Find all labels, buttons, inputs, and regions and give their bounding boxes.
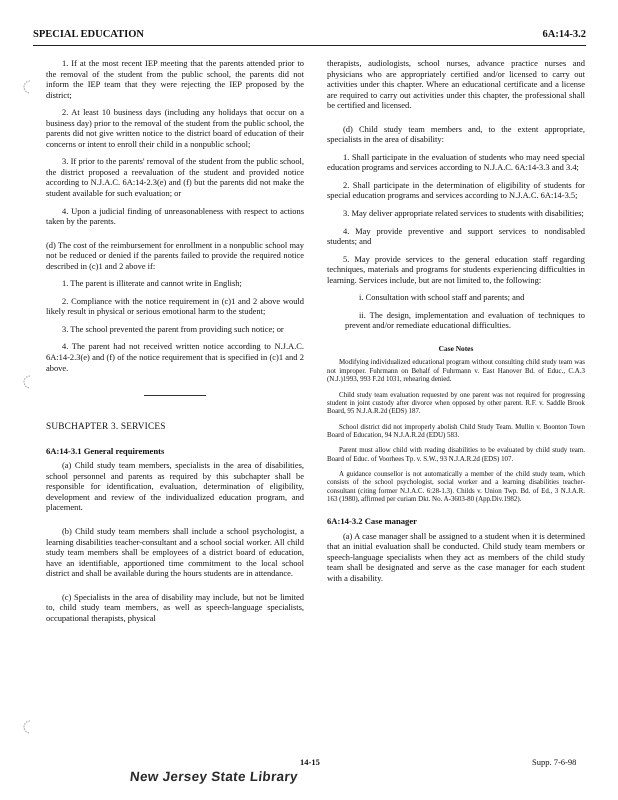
paragraph-d1: 1. The parent is illiterate and cannot write in English;: [62, 278, 242, 289]
paragraph-c4: 4. Upon a judicial finding of unreasonableness with respect to actions taken by the parents.: [46, 205, 304, 227]
case-note: A guidance counsellor is not automatically a member of the child study team, which consists of the school psychologist, social worker and a learning disabilities teacher-consultant (citing former N.J.A.C. 6:28-1.3). Childs v. Union Twp. Bd. of Ed., 3 N.J.A.R. 163 (1980), affirmed per curiam Dkt. No. A-3603-80 (App.Div.1982).: [327, 469, 585, 503]
paragraph-d5-ii: ii. The design, implementation and evaluation of techniques to prevent and/or remediate educational difficulties.: [345, 309, 585, 331]
header-rule: [33, 45, 586, 46]
right-column: [327, 58, 585, 584]
case-notes-heading: Case Notes: [438, 343, 474, 353]
paragraph-c2: 2. At least 10 business days (including any holidays that occur on a business day) prior to the removal of the student from the public school, the parents did not give written notice to the district board of education of their concerns or intent to enroll their child in a nonpublic school;: [46, 107, 304, 149]
case-note: School district did not improperly abolish Child Study Team. Mullin v. Boonton Town Board of Education, 94 N.J.A.R.2d (EDU) 583.: [327, 422, 585, 439]
paragraph-c-continued: therapists, audiologists, school nurses, advance practice nurses and physicians who are appropriately certified and/or licensed to carry out activities under this chapter. Where an educational certificate and a license are required to carry out activities under this chapter, the professional shall be certified and licensed.: [327, 58, 585, 111]
page-number: 14-15: [300, 757, 320, 767]
paragraph-3-1-c: (c) Specialists in the area of disability may include, but not be limited to, child study team members, as well as speech-language specialists, occupational therapists, physical: [46, 591, 304, 623]
paragraph-d: (d) Child study team members and, to the extent appropriate, specialists in the area of disability:: [327, 123, 585, 145]
paragraph-d4: 4. The parent had not received written notice according to N.J.A.C. 6A:14-2.3(e) and (f) of the notice requirement that is specified in (c)1 and 2 above.: [46, 341, 304, 373]
case-note: Child study team evaluation requested by one parent was not required for progressing student in joint custody after divorce when opposed by other parent. R.F. v. Saddle Brook Board, 95 N.J.A.R.2d (EDS) 187.: [327, 390, 585, 416]
paragraph-d1: 1. Shall participate in the evaluation of students who may need special education programs and services according to N.J.A.C. 6A:14-3.3 and 3.4;: [327, 151, 585, 173]
supplement-date: Supp. 7-6-98: [532, 757, 577, 767]
paragraph-d3: 3. May deliver appropriate related services to students with disabilities;: [343, 208, 584, 219]
paragraph-d: (d) The cost of the reimbursement for enrollment in a nonpublic school may not be reduced or denied if the parents failed to provide the required notice described in (c)1 and 2 above if:: [46, 239, 304, 271]
punch-hole-mark: [22, 720, 32, 734]
case-note: Parent must allow child with reading disabilities to be evaluated by child study team. Board of Educ. of Voorhees Tp. v. S.W., 93 N.J.A.R.2d (EDS) 107.: [327, 446, 585, 463]
subchapter-heading: SUBCHAPTER 3. SERVICES: [46, 422, 166, 433]
punch-hole-mark: [22, 80, 32, 94]
paragraph-d5-i: i. Consultation with school staff and parents; and: [359, 292, 525, 303]
left-column: [46, 58, 304, 623]
punch-hole-mark: [22, 375, 32, 389]
paragraph-3-2-a: (a) A case manager shall be assigned to a student when it is determined that an initial evaluation shall be conducted. Child study team members or speech-language specialists when they act as members of the child study team shall be designated and serve as the case manager for each student with a disability.: [327, 530, 585, 584]
paragraph-c1: 1. If at the most recent IEP meeting that the parents attended prior to the removal of the student from the public school, the parents did not inform the IEP team that they were rejecting the IEP proposed by the district;: [46, 58, 304, 100]
paragraph-c3: 3. If prior to the parents' removal of the student from the public school, the district proposed a reevaluation of the student and provided notice according to N.J.A.C. 6A:14-2.3(e) and (f) but the parents did not make the student available for such evaluation; or: [46, 156, 304, 199]
paragraph-d5: 5. May provide services to the general education staff regarding techniques, materials and programs for students experiencing difficulties in learning. Services include, but are not limited to, the following:: [327, 253, 585, 285]
paragraph-d2: 2. Compliance with the notice requirement in (c)1 and 2 above would likely result in physical or serious emotional harm to the student;: [46, 295, 304, 317]
header-section-number: 6A:14-3.2: [542, 29, 586, 40]
running-header: [33, 29, 586, 43]
case-note: Modifying individualized educational program without consulting child study team was not improper. Fuhrmann on Behalf of Fuhrmann v. East Hanover Bd. of Educ., C.A.3 (N.J.)1993, 993 F.2d 1031, rehearing denied.: [327, 358, 585, 384]
section-heading-3-2: 6A:14-3.2 Case manager: [327, 516, 417, 527]
paragraph-3-1-b: (b) Child study team members shall include a school psychologist, a learning disabilities teacher-consultant and a school social worker. All child study team members shall be employees of a district board of education, have an identifiable, apportioned time commitment to the local school district and shall be available during the hours students are in attendance.: [46, 525, 304, 579]
library-stamp: New Jersey State Library: [129, 769, 299, 784]
paragraph-d3: 3. The school prevented the parent from providing such notice; or: [62, 323, 284, 334]
paragraph-3-1-a: (a) Child study team members, specialists in the area of disabilities, school personnel and parents as required by this subchapter shall be responsible for identification, evaluation, determination of eligibility, development and review of the individualized education program, and placement.: [46, 460, 304, 513]
header-title: SPECIAL EDUCATION: [33, 29, 144, 40]
paragraph-d2: 2. Shall participate in the determination of eligibility of students for special education programs and services according to N.J.A.C. 6A:14-3.5;: [327, 179, 585, 201]
section-heading-3-1: 6A:14-3.1 General requirements: [46, 445, 165, 456]
paragraph-d4: 4. May provide preventive and support services to nondisabled students; and: [327, 225, 585, 247]
